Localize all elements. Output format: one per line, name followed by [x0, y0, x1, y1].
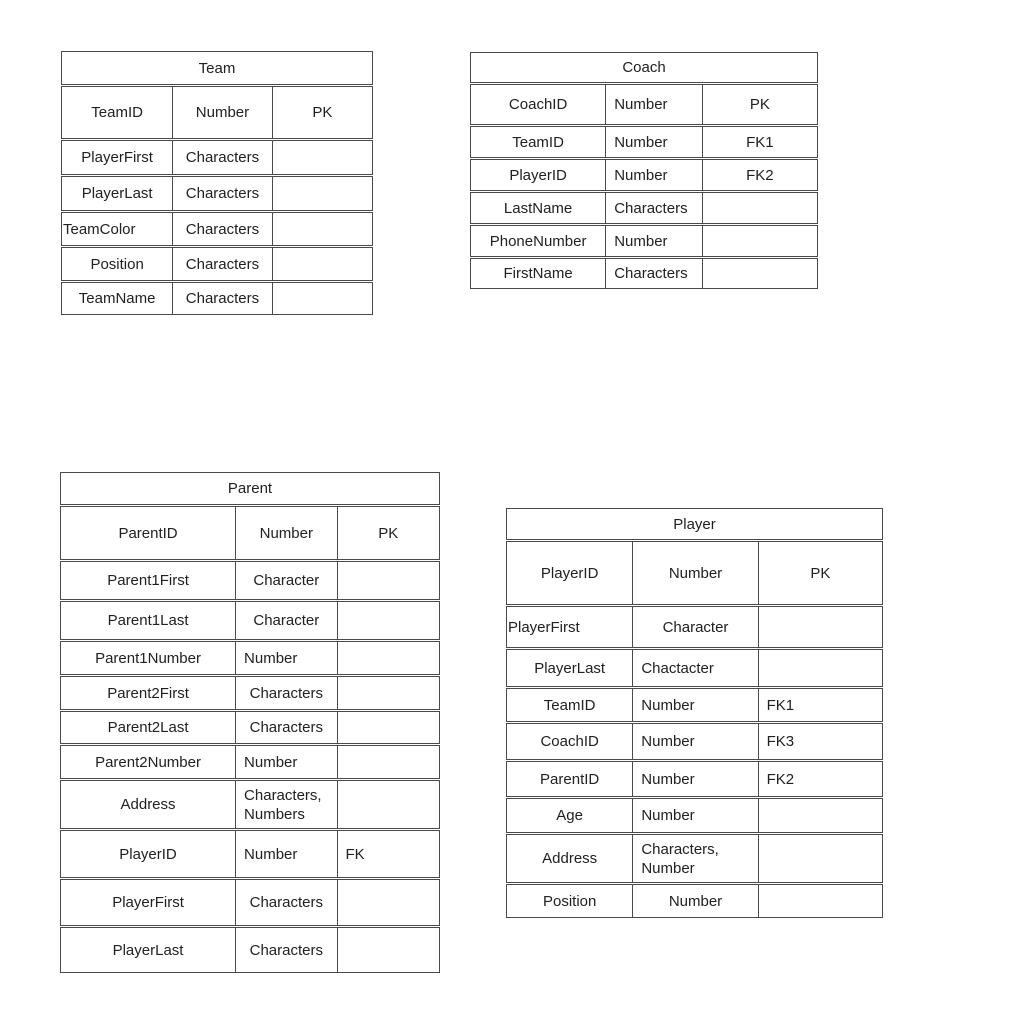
field-name-cell: Parent1First — [107, 572, 189, 589]
field-name-cell: Position — [90, 255, 144, 273]
table-row — [60, 830, 440, 878]
field-name-cell: CoachID — [508, 96, 568, 113]
field-name-cell: TeamID — [512, 133, 564, 151]
key-cell — [758, 650, 882, 686]
table-row — [61, 176, 373, 211]
key-cell — [272, 177, 372, 210]
table-row — [61, 140, 373, 175]
field-type-cell: Character — [235, 602, 336, 639]
table-row — [60, 927, 440, 973]
key-cell — [272, 283, 372, 314]
field-type-cell: Characters — [172, 177, 271, 210]
key-cell: FK3 — [758, 724, 882, 759]
key-cell — [337, 677, 439, 709]
table-row — [470, 258, 818, 289]
key-cell: FK2 — [702, 160, 817, 190]
field-type-cell: Number — [235, 642, 337, 674]
field-type-cell: Characters — [172, 283, 271, 314]
table-row — [60, 601, 440, 640]
field-name-cell: TeamID — [91, 104, 143, 121]
field-name-cell: ParentID — [118, 524, 178, 542]
table-row — [60, 745, 440, 779]
key-cell — [337, 642, 439, 674]
field-type-cell: Number — [172, 87, 271, 138]
field-name-cell: PlayerLast — [534, 659, 606, 677]
coach-table-title: Coach — [470, 52, 818, 83]
key-cell: FK1 — [758, 689, 882, 721]
field-type-cell: Characters — [172, 141, 271, 174]
key-cell — [702, 226, 817, 256]
field-name-cell: PhoneNumber — [489, 232, 587, 250]
field-name-cell: TeamID — [543, 696, 596, 714]
field-type-cell: Characters — [235, 880, 336, 925]
table-row — [506, 761, 883, 797]
team-table-title: Team — [61, 51, 373, 85]
key-cell — [337, 602, 439, 639]
field-type-cell: Number — [632, 689, 757, 721]
table-row — [470, 84, 818, 125]
table-row — [506, 649, 883, 687]
field-type-cell: Number — [605, 226, 701, 256]
player-table-title: Player — [506, 508, 883, 540]
coach-entity-table — [470, 52, 818, 289]
field-name-cell: TeamColor — [63, 220, 136, 238]
field-name-cell: PlayerLast — [112, 941, 184, 959]
key-cell: PK — [758, 542, 882, 604]
key-cell — [758, 799, 882, 832]
field-name-cell: Address — [120, 796, 176, 813]
key-cell: PK — [702, 85, 817, 124]
field-type-cell: Characters — [235, 677, 336, 709]
parent-table-title: Parent — [60, 472, 440, 505]
table-row — [61, 212, 373, 246]
field-name-cell: Address — [542, 850, 598, 867]
key-cell: FK1 — [702, 127, 817, 157]
field-name-cell: Position — [542, 892, 597, 910]
field-name-cell: LastName — [503, 199, 573, 217]
key-cell — [337, 928, 439, 972]
field-type-cell: Characters — [235, 712, 336, 743]
parent-entity-table — [60, 472, 440, 973]
field-type-cell: Character — [632, 607, 757, 647]
field-name-cell: PlayerFirst — [508, 618, 580, 636]
table-row — [60, 780, 440, 829]
key-cell: PK — [272, 87, 372, 138]
key-cell — [272, 213, 372, 245]
field-type-cell: Number — [605, 127, 701, 157]
key-cell — [758, 835, 882, 882]
key-cell — [272, 141, 372, 174]
team-entity-table — [61, 51, 373, 315]
field-name-cell: PlayerLast — [81, 185, 153, 202]
key-cell — [337, 562, 439, 599]
key-cell: FK2 — [758, 762, 882, 796]
player-entity-table — [506, 508, 883, 918]
key-cell — [702, 259, 817, 288]
field-type-cell: Number — [632, 724, 757, 759]
field-type-cell: Characters — [172, 213, 271, 245]
field-name-cell: FirstName — [503, 265, 573, 282]
field-type-cell: Chactacter — [632, 650, 757, 686]
table-row — [470, 225, 818, 257]
table-row — [506, 884, 883, 918]
field-type-cell: Number — [632, 762, 757, 796]
field-name-cell: PlayerID — [119, 845, 177, 863]
field-name-cell: CoachID — [540, 733, 599, 750]
table-row — [506, 798, 883, 833]
table-row — [506, 723, 883, 760]
field-type-cell: Number — [632, 885, 757, 917]
key-cell — [758, 607, 882, 647]
table-row — [60, 879, 440, 926]
key-cell — [702, 193, 817, 223]
table-row — [60, 641, 440, 675]
key-cell — [337, 880, 439, 925]
key-cell — [272, 248, 372, 280]
field-type-cell: Characters — [605, 259, 701, 288]
table-row — [506, 606, 883, 648]
table-row — [60, 711, 440, 744]
table-row — [61, 86, 373, 139]
field-type-cell: Characters — [235, 928, 336, 972]
field-name-cell: Parent1Number — [95, 649, 201, 667]
field-name-cell: Parent2Number — [95, 753, 201, 771]
table-row — [506, 688, 883, 722]
field-type-cell: Number — [605, 160, 701, 190]
table-row — [506, 541, 883, 605]
table-row — [60, 561, 440, 600]
field-type-cell: Characters — [172, 248, 271, 280]
field-name-cell: Age — [556, 807, 583, 824]
field-name-cell: PlayerID — [540, 564, 599, 582]
field-type-cell: Number — [632, 542, 757, 604]
key-cell: FK — [337, 831, 439, 877]
field-type-cell: Number — [235, 746, 337, 778]
field-type-cell: Characters, Number — [632, 835, 757, 882]
field-type-cell: Number — [632, 799, 757, 832]
field-type-cell: Number — [235, 507, 336, 559]
key-cell — [337, 712, 439, 743]
field-name-cell: Parent2First — [107, 684, 189, 702]
table-row — [470, 192, 818, 224]
field-type-cell: Number — [235, 831, 336, 877]
field-name-cell: TeamName — [78, 290, 156, 307]
field-type-cell: Character — [235, 562, 336, 599]
key-cell — [337, 781, 439, 828]
field-name-cell: PlayerFirst — [112, 894, 184, 911]
field-type-cell: Number — [605, 85, 701, 124]
table-row — [61, 282, 373, 315]
field-name-cell: PlayerID — [509, 166, 567, 184]
key-cell — [758, 885, 882, 917]
field-type-cell: Characters — [605, 193, 701, 223]
table-row — [60, 506, 440, 560]
key-cell: PK — [337, 507, 439, 559]
table-row — [470, 159, 818, 191]
table-row — [61, 247, 373, 281]
field-type-cell: Characters, Numbers — [235, 781, 337, 828]
table-row — [506, 834, 883, 883]
table-row — [470, 126, 818, 158]
field-name-cell: Parent2Last — [107, 719, 189, 736]
table-row — [60, 676, 440, 710]
field-name-cell: PlayerFirst — [81, 149, 153, 166]
field-name-cell: ParentID — [540, 770, 600, 788]
field-name-cell: Parent1Last — [107, 612, 189, 629]
key-cell — [337, 746, 439, 778]
